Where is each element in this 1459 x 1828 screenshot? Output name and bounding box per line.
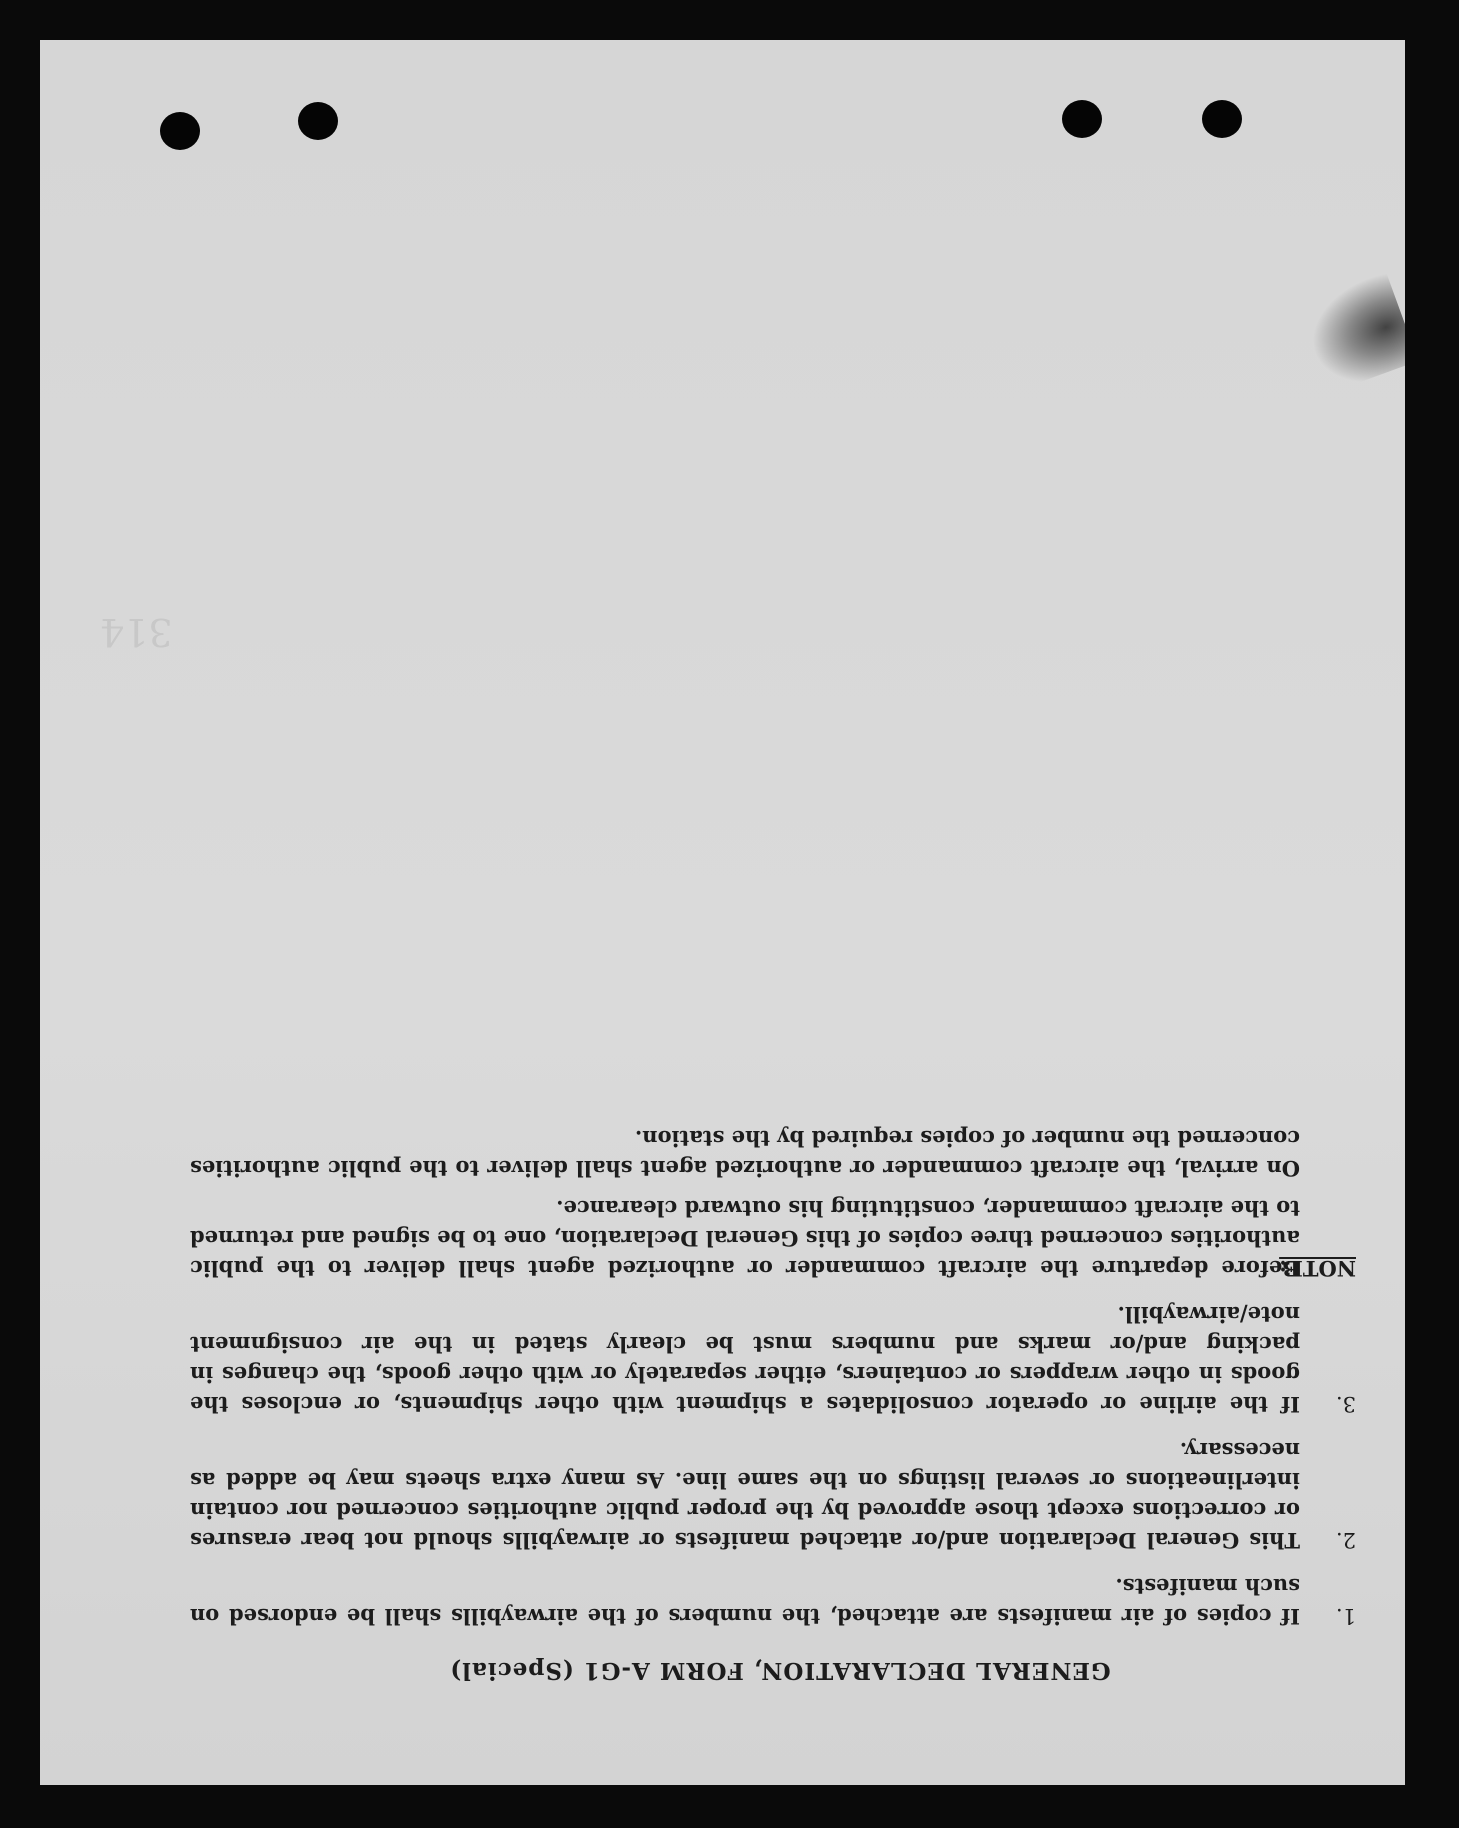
note-paragraph: Before departure the aircraft commander or authorized agent shall deliver to the public authorities concerned three copies of this General Declaration, one to be signed and returned to the aircraft commander, constituting his outward clearance. (190, 1196, 1300, 1281)
note-block (190, 1123, 1370, 1283)
item-text: If copies of air manifests are attached, the numbers of the airwaybills shall be endorsed on such manifests. (190, 1574, 1300, 1629)
list-item (190, 1299, 1370, 1419)
document-title: GENERAL DECLARATION, FORM A-G1 (Special) (449, 1657, 1111, 1684)
note-label: NOTE: (1279, 1256, 1356, 1281)
list-item (190, 1571, 1370, 1631)
note-paragraph: On arrival, the aircraft commander or authorized agent shall deliver to the public authorities concerned the number of copies required by the station. (190, 1126, 1300, 1181)
document-page (40, 40, 1405, 1785)
rotated-document-content (190, 855, 1370, 1685)
punch-hole (1062, 100, 1102, 138)
item-text: If the airline or operator consolidates a shipment with other shipments, or encloses the goods in other wrappers or containers, either separately or with other goods, the changes in packing and/or marks and numbers must be clearly stated in the air consignment note/airwaybill. (190, 1302, 1300, 1417)
punch-hole (298, 102, 338, 140)
item-text: This General Declaration and/or attached manifests or airwaybills should not bear erasures or corrections except those approved by the proper public authorities concerned nor contain interlineations or several listings on the same line. As many extra sheets may be added as necessary. (190, 1438, 1300, 1553)
item-number: 3. (1335, 1392, 1356, 1416)
list-item (190, 1435, 1370, 1555)
bleed-through-number: 314 (100, 610, 173, 654)
punch-hole (160, 112, 200, 150)
ink-smudge (1297, 272, 1405, 394)
item-number: 2. (1335, 1528, 1356, 1552)
item-number: 1. (1335, 1604, 1356, 1628)
punch-hole (1202, 100, 1242, 138)
